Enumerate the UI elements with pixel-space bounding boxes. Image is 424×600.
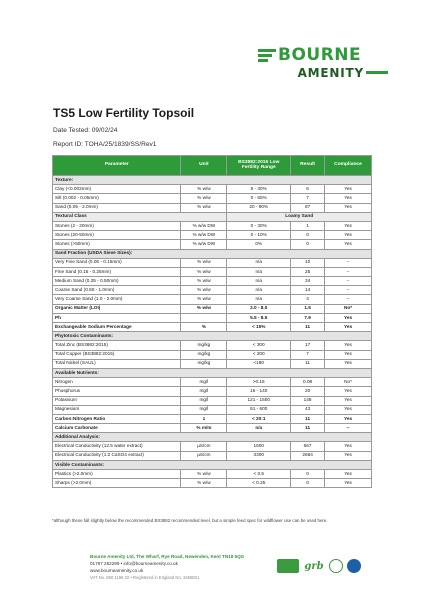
footer-company: Bourne Amenity Ltd, The Wharf, Rye Road, Newenden, Kent TN18 5QG xyxy=(90,554,245,559)
logo-stripes-icon xyxy=(258,49,276,62)
cell-unit: % w/w xyxy=(181,267,227,276)
cell-range: < 300 xyxy=(227,341,291,350)
header-range: BS3882:2015 Low Fertility Range xyxy=(227,156,291,176)
cell-parameter: Clay (<0.002mm) xyxy=(53,185,181,194)
table-row xyxy=(53,451,372,460)
cell-unit: mg/kg xyxy=(181,341,227,350)
cell-compliance: Yes xyxy=(325,231,372,240)
cell-range: 5.5 - 8.5 xyxy=(227,313,291,322)
cell-range: 2.0 - 8.0 xyxy=(227,304,291,313)
cell-compliance: -- xyxy=(325,277,372,286)
cell-result: 7 xyxy=(291,194,325,203)
certification-logo-1 xyxy=(277,559,299,573)
certification-badge-icon xyxy=(347,559,361,573)
report-id: Report ID: TOHA/25/1839/SS/Rev1 xyxy=(53,141,157,148)
header-unit: Unit xyxy=(181,156,227,176)
logo-tail-stripe xyxy=(366,71,388,74)
cell-unit: mg/kg xyxy=(181,350,227,359)
cell-result: 2684 xyxy=(291,451,325,460)
section-label: Sand Fraction (USDA Sieve Sizes): xyxy=(53,249,372,258)
table-row xyxy=(53,341,372,350)
table-row xyxy=(53,185,372,194)
cell-range: 51 - 600 xyxy=(227,405,291,414)
cell-compliance: Yes xyxy=(325,341,372,350)
footer xyxy=(90,553,260,581)
table-row xyxy=(53,286,372,295)
cell-result: 148 xyxy=(291,396,325,405)
cell-unit: µS/cm xyxy=(181,442,227,451)
cell-result: 6 xyxy=(291,185,325,194)
table-row xyxy=(53,368,372,377)
cell-parameter: Stones (>50mm) xyxy=(53,240,181,249)
cell-range: 121 - 1500 xyxy=(227,396,291,405)
section-label: Visible Contaminants: xyxy=(53,460,372,469)
cell-compliance: Yes xyxy=(325,194,372,203)
cell-parameter: Coarse Sand (0.50 - 1.0mm) xyxy=(53,286,181,295)
cell-compliance: -- xyxy=(325,424,372,433)
cell-result: 0 xyxy=(291,240,325,249)
cell-result: 11 xyxy=(291,359,325,368)
cell-parameter: Carbon:Nitrogen Ratio xyxy=(53,414,181,423)
cell-result: 34 xyxy=(291,277,325,286)
document-title: TS5 Low Fertility Topsoil xyxy=(53,106,195,120)
cell-result: 0.08 xyxy=(291,378,325,387)
cell-result: 10 xyxy=(291,258,325,267)
grb-logo: grb xyxy=(304,560,324,572)
cell-compliance: Yes xyxy=(325,479,372,488)
cell-unit: % xyxy=(181,323,227,332)
cell-unit: % w/w xyxy=(181,203,227,212)
cell-range: n/a xyxy=(227,295,291,304)
bourne-amenity-logo xyxy=(258,47,388,81)
table-row xyxy=(53,470,372,479)
table-row xyxy=(53,405,372,414)
cell-result: 11 xyxy=(291,323,325,332)
table-row xyxy=(53,295,372,304)
table-row xyxy=(53,304,372,313)
cell-parameter: Textural Class xyxy=(53,212,227,221)
table-row xyxy=(53,249,372,258)
cell-parameter: Sharps (>2.0mm) xyxy=(53,479,181,488)
cell-range: n/a xyxy=(227,258,291,267)
cell-parameter: Very Fine Sand (0.05 - 0.15mm) xyxy=(53,258,181,267)
cell-parameter: Plastics (>2.0mm) xyxy=(53,470,181,479)
cell-unit: % w/w xyxy=(181,277,227,286)
cell-compliance: Yes xyxy=(325,470,372,479)
cell-unit: mg/l xyxy=(181,378,227,387)
section-label: Phytotoxic Contaminants: xyxy=(53,332,372,341)
table-row xyxy=(53,203,372,212)
cell-unit: mg/l xyxy=(181,405,227,414)
cell-compliance: Yes xyxy=(325,405,372,414)
cell-parameter: Medium Sand (0.25 - 0.50mm) xyxy=(53,277,181,286)
table-row xyxy=(53,479,372,488)
cell-compliance: -- xyxy=(325,286,372,295)
cell-compliance: Yes xyxy=(325,451,372,460)
cell-unit: % w/w DW xyxy=(181,231,227,240)
cell-result: 11 xyxy=(291,424,325,433)
cell-compliance: Yes xyxy=(325,313,372,322)
section-label: Additional Analysis: xyxy=(53,433,372,442)
cell-range: 0 - 10% xyxy=(227,231,291,240)
cell-parameter: Ph xyxy=(53,313,181,322)
table-row xyxy=(53,433,372,442)
table-row xyxy=(53,387,372,396)
cell-compliance: Yes xyxy=(325,387,372,396)
cell-compliance: No* xyxy=(325,378,372,387)
cell-range: < 0.5 xyxy=(227,470,291,479)
cell-range: 16 - 140 xyxy=(227,387,291,396)
cell-unit: % w/w xyxy=(181,286,227,295)
footer-contact: 01797 252299 • info@bourneamenity.co.uk xyxy=(90,561,178,566)
cell-unit: % w/w xyxy=(181,479,227,488)
cell-parameter: Electrical Conductivity (12.5 water extract) xyxy=(53,442,181,451)
cell-range: < 20:1 xyxy=(227,414,291,423)
cell-unit: % w/w xyxy=(181,304,227,313)
table-row xyxy=(53,258,372,267)
cell-range: < 0.25 xyxy=(227,479,291,488)
header-parameter: Parameter xyxy=(53,156,181,176)
cell-result: 20 xyxy=(291,387,325,396)
cell-range: < 200 xyxy=(227,350,291,359)
cell-range: n/a xyxy=(227,424,291,433)
cell-compliance: Yes xyxy=(325,323,372,332)
cell-range: 3300 xyxy=(227,451,291,460)
cell-parameter: Sand (0.05 - 2.0mm) xyxy=(53,203,181,212)
cell-unit: % w/w xyxy=(181,185,227,194)
cell-result: 25 xyxy=(291,267,325,276)
cell-unit: mg/l xyxy=(181,387,227,396)
cell-parameter: Stones (2 - 20mm) xyxy=(53,221,181,230)
cell-compliance: Yes xyxy=(325,350,372,359)
footer-registration: VAT No. 860 1196 22 • Registered in England No. 3458821 xyxy=(90,575,200,580)
table-row xyxy=(53,378,372,387)
cell-compliance: Yes xyxy=(325,240,372,249)
logo-word-bourne: BOURNE xyxy=(278,45,362,65)
cell-parameter: Total Nickel (SAUL) xyxy=(53,359,181,368)
section-label: Available Nutrients: xyxy=(53,368,372,377)
cell-unit: % w/w xyxy=(181,194,227,203)
table-row xyxy=(53,240,372,249)
cell-parameter: Exchangeable Sodium Percentage xyxy=(53,323,181,332)
table-row xyxy=(53,212,372,221)
analysis-table xyxy=(52,155,372,488)
cell-unit: µS/cm xyxy=(181,451,227,460)
cell-compliance: Yes xyxy=(325,414,372,423)
table-body xyxy=(53,176,372,488)
cell-range: >0.15 xyxy=(227,378,291,387)
cell-range: 0 - 65% xyxy=(227,194,291,203)
cell-compliance: Yes xyxy=(325,221,372,230)
cell-result: 4 xyxy=(291,295,325,304)
cell-range: n/a xyxy=(227,267,291,276)
cell-parameter: Fine Sand (0.15 - 0.25mm) xyxy=(53,267,181,276)
cell-unit: % m/m xyxy=(181,424,227,433)
cell-range: <180 xyxy=(227,359,291,368)
cell-range: < 15% xyxy=(227,323,291,332)
logo-word-amenity: AMENITY xyxy=(297,65,364,80)
cell-unit: % w/w xyxy=(181,470,227,479)
cell-result: 7.9 xyxy=(291,313,325,322)
cell-range: n/a xyxy=(227,286,291,295)
cell-parameter: Organic Matter (LOI) xyxy=(53,304,181,313)
cell-result: 14 xyxy=(291,286,325,295)
cell-result: 17 xyxy=(291,341,325,350)
table-row xyxy=(53,267,372,276)
cell-parameter: Stones (20-50mm) xyxy=(53,231,181,240)
cell-range: n/a xyxy=(227,277,291,286)
cell-result: 7 xyxy=(291,350,325,359)
cell-result: 667 xyxy=(291,442,325,451)
cell-unit: % w/w DW xyxy=(181,240,227,249)
cell-unit: % w/w DW xyxy=(181,221,227,230)
certification-logos xyxy=(277,559,361,573)
cell-parameter: Phosphorus xyxy=(53,387,181,396)
cell-result: 1.5 xyxy=(291,304,325,313)
cell-unit: % w/w xyxy=(181,295,227,304)
cell-parameter: Silt (0.002 - 0.05mm) xyxy=(53,194,181,203)
cell-compliance: -- xyxy=(325,295,372,304)
cell-parameter: Very Coarse Sand (1.0 - 2.0mm) xyxy=(53,295,181,304)
cell-range: 1500 xyxy=(227,442,291,451)
table-row xyxy=(53,176,372,185)
cell-range: 5 - 30% xyxy=(227,185,291,194)
date-tested: Date Tested: 09/02/24 xyxy=(53,127,118,134)
cell-parameter: Total Copper (BS3882:2015) xyxy=(53,350,181,359)
cell-range: 20 - 90% xyxy=(227,203,291,212)
table-row xyxy=(53,350,372,359)
cell-range: 0 - 30% xyxy=(227,221,291,230)
footer-website: www.bourneamenity.co.uk xyxy=(90,568,144,573)
cell-compliance: Yes xyxy=(325,359,372,368)
table-row xyxy=(53,194,372,203)
certification-seal-icon xyxy=(329,559,343,573)
table-row xyxy=(53,414,372,423)
cell-parameter: Magnesium xyxy=(53,405,181,414)
cell-result: 0 xyxy=(291,479,325,488)
cell-parameter: Calcium Carbonate xyxy=(53,424,181,433)
cell-parameter: Total Zinc (BS3882:2015) xyxy=(53,341,181,350)
cell-result: 87 xyxy=(291,203,325,212)
cell-unit: mg/l xyxy=(181,396,227,405)
table-row xyxy=(53,313,372,322)
header-result: Result xyxy=(291,156,325,176)
cell-compliance: No* xyxy=(325,304,372,313)
table-row xyxy=(53,221,372,230)
cell-compliance: Yes xyxy=(325,396,372,405)
cell-compliance: Yes xyxy=(325,442,372,451)
cell-range: 0% xyxy=(227,240,291,249)
table-row xyxy=(53,323,372,332)
cell-unit: 1 xyxy=(181,414,227,423)
section-label: Texture: xyxy=(53,176,372,185)
cell-result: 0 xyxy=(291,231,325,240)
table-row xyxy=(53,332,372,341)
cell-result: 1 xyxy=(291,221,325,230)
cell-unit: mg/kg xyxy=(181,359,227,368)
table-row xyxy=(53,424,372,433)
cell-result: 11 xyxy=(291,414,325,423)
cell-textural-class: Loamy Sand xyxy=(227,212,372,221)
cell-compliance: Yes xyxy=(325,185,372,194)
cell-parameter: Potassium xyxy=(53,396,181,405)
table-header-row xyxy=(53,156,372,176)
cell-unit xyxy=(181,313,227,322)
cell-compliance: Yes xyxy=(325,203,372,212)
table-row xyxy=(53,460,372,469)
table-row xyxy=(53,396,372,405)
table-row xyxy=(53,231,372,240)
cell-result: 0 xyxy=(291,470,325,479)
cell-result: 43 xyxy=(291,405,325,414)
cell-compliance: -- xyxy=(325,267,372,276)
header-compliance: Compliance xyxy=(325,156,372,176)
cell-parameter: Nitrogen xyxy=(53,378,181,387)
cell-compliance: -- xyxy=(325,258,372,267)
table-row xyxy=(53,442,372,451)
cell-parameter: Electrical Conductivity (1:2 CaSO4 extract) xyxy=(53,451,181,460)
cell-unit: % w/w xyxy=(181,258,227,267)
footnote: *although these fall slightly below the recommended BS3882 recommended level, but a simple feed spec for wildflower use can be used here. xyxy=(52,518,328,523)
table-row xyxy=(53,359,372,368)
table-row xyxy=(53,277,372,286)
